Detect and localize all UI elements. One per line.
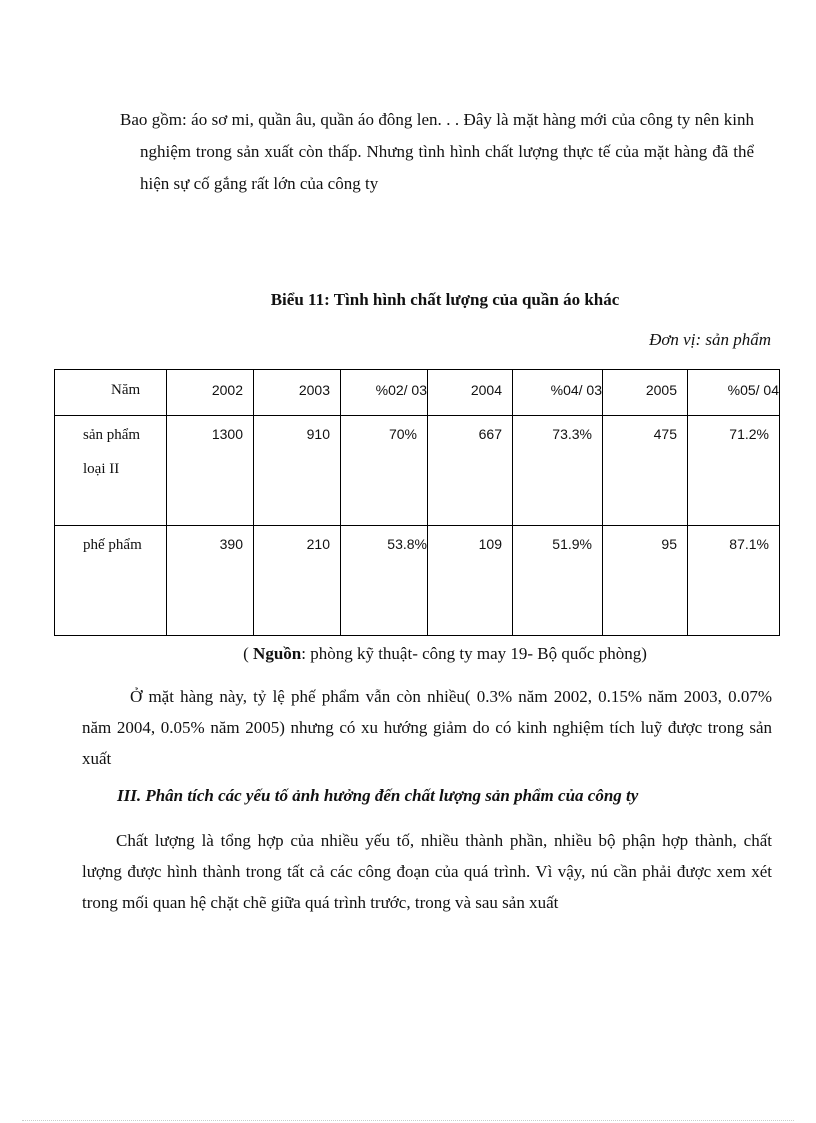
table-cell: 73.3% <box>513 416 603 526</box>
table-cell: 95 <box>603 526 688 636</box>
table-cell: 475 <box>603 416 688 526</box>
table-title: Biểu 11: Tình hình chất lượng của quần áo khác <box>270 290 620 309</box>
table-cell: 87.1% <box>688 526 780 636</box>
table-cell: 210 <box>254 526 341 636</box>
body-paragraph: Chất lượng là tổng hợp của nhiều yếu tố, nhiều thành phần, nhiều bộ phận hợp thành, chất lượng được hình thành trong tất cả các công đoạn của quá trình. Vì vậy, nú cần phải được xem xét trong mối quan hệ chặt chẽ giữa quá trình trước, trong và sau sản xuất <box>82 831 772 912</box>
header-cell: Năm <box>55 370 167 416</box>
header-cell: 2003 <box>254 370 341 416</box>
intro-paragraph: Bao gồm: áo sơ mi, quần âu, quần áo đông len. . . Đây là mặt hàng mới của công ty nên kinh nghiệm trong sản xuất còn thấp. Nhưng tình hình chất lượng thực tế của mặt hàng đã thể hiện sự cố gắng rất lớn của công ty <box>120 110 754 193</box>
table-cell: 667 <box>428 416 513 526</box>
table-header-row <box>55 370 780 416</box>
unit-note: Đơn vị: sản phẩm <box>649 330 771 349</box>
table-cell: 70% <box>341 416 428 526</box>
page-divider <box>22 1120 794 1121</box>
source-note <box>0 644 816 664</box>
header-cell: 2005 <box>603 370 688 416</box>
header-cell: %05/ 04 <box>688 370 780 416</box>
source-text: : phòng kỹ thuật- công ty may 19- Bộ quốc phòng) <box>301 644 647 663</box>
row-label: sản phẩm loại II <box>55 416 167 526</box>
section-heading: III. Phân tích các yếu tố ảnh hưởng đến chất lượng sản phẩm của công ty <box>117 786 639 805</box>
table-row <box>55 416 780 526</box>
table-cell: 109 <box>428 526 513 636</box>
header-cell: 2002 <box>167 370 254 416</box>
header-cell: %02/ 03 <box>341 370 428 416</box>
source-label: Nguồn <box>253 644 302 663</box>
header-cell: %04/ 03 <box>513 370 603 416</box>
quality-table <box>54 369 780 636</box>
table-cell: 1300 <box>167 416 254 526</box>
table-cell: 53.8% <box>341 526 428 636</box>
table-cell: 71.2% <box>688 416 780 526</box>
header-cell: 2004 <box>428 370 513 416</box>
body-paragraph: Ở mặt hàng này, tỷ lệ phế phẩm vẫn còn nhiều( 0.3% năm 2002, 0.15% năm 2003, 0.07% năm 2004, 0.05% năm 2005) nhưng có xu hướng giảm do có kinh nghiệm tích luỹ được trong sản xuất <box>82 687 772 768</box>
table-cell: 910 <box>254 416 341 526</box>
table-cell: 51.9% <box>513 526 603 636</box>
row-label: phế phẩm <box>55 526 167 636</box>
table-cell: 390 <box>167 526 254 636</box>
table-row <box>55 526 780 636</box>
source-open: ( <box>243 644 254 663</box>
